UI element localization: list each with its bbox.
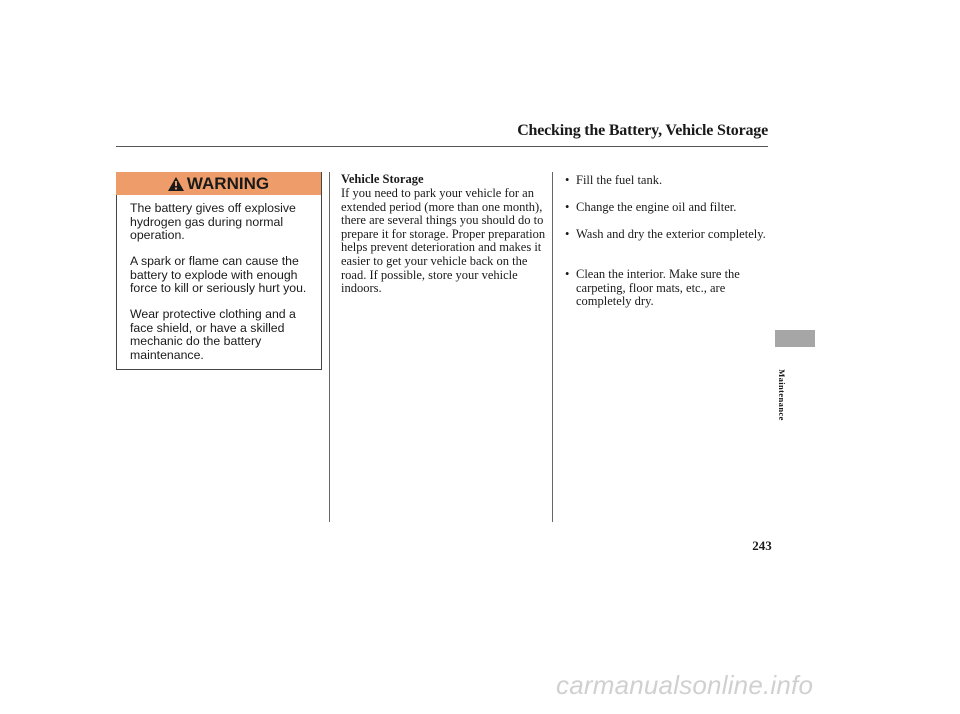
section-tab: [775, 330, 815, 347]
list-item: [565, 201, 776, 215]
page-number: 243: [752, 538, 772, 553]
list-item-text: Wash and dry the exterior completely.: [576, 227, 766, 241]
list-item-text: Change the engine oil and filter.: [576, 200, 737, 214]
warning-header: [116, 172, 321, 195]
list-item: [565, 174, 776, 188]
section-tab-label-wrapper: [762, 360, 802, 440]
section-body: If you need to park your vehicle for an extended period (more than one month), there are several things you should do to prepare it for storage. Proper preparation helps prevent deterioration and makes it easier to get your vehicle back on the road. If possible, store your vehicle indoors.: [341, 186, 546, 296]
bullet-icon: •: [565, 200, 570, 214]
list-item-text: Fill the fuel tank.: [576, 173, 663, 187]
bullet-icon: •: [565, 267, 570, 281]
bullet-icon: •: [565, 227, 570, 241]
warning-triangle-icon: [168, 177, 184, 191]
warning-paragraph: The battery gives off explosive hydrogen gas during normal operation.: [130, 201, 296, 242]
watermark: carmanualsonline.info: [556, 670, 814, 700]
list-item-text: Clean the interior. Make sure the carpeting, floor mats, etc., are completely dry.: [576, 267, 740, 309]
list-item: [565, 268, 776, 309]
warning-label: WARNING: [186, 174, 270, 193]
header-rule: [116, 146, 768, 147]
warning-paragraph: A spark or flame can cause the battery to explode with enough force to kill or seriously hurt you.: [130, 254, 307, 295]
bullet-icon: •: [565, 173, 570, 187]
column-divider: [552, 172, 553, 522]
section-heading: Vehicle Storage: [341, 172, 424, 186]
list-item: [565, 228, 776, 242]
column-divider: [329, 172, 330, 522]
section-tab-label: Maintenance: [777, 369, 787, 421]
warning-paragraph: Wear protective clothing and a face shield, or have a skilled mechanic do the battery maintenance.: [130, 307, 296, 362]
page-title: Checking the Battery, Vehicle Storage: [517, 122, 768, 139]
